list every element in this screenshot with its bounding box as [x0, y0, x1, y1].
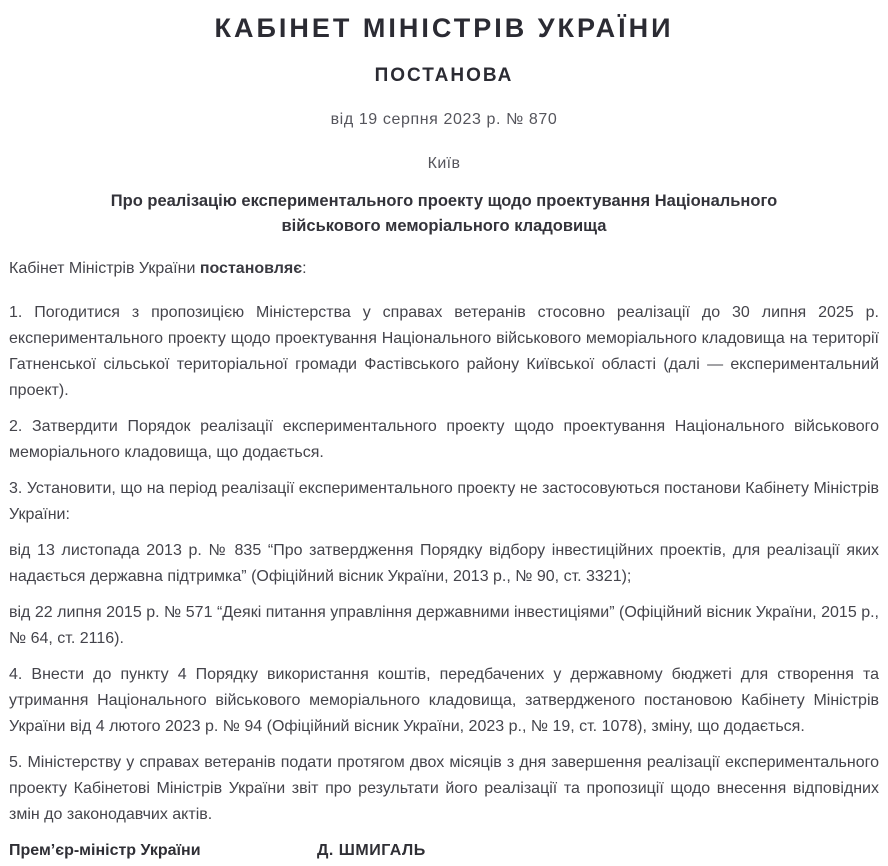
document-subject-title: Про реалізацію експериментального проекту щодо проектування Національного військового меморіального кладовища	[110, 192, 778, 235]
org-name-heading: КАБІНЕТ МІНІСТРІВ УКРАЇНИ	[214, 13, 674, 43]
signature-name: Д. ШМИГАЛЬ	[317, 842, 426, 859]
intro-bold-word: постановляє	[199, 260, 303, 277]
paragraph-2: 2. Затвердити Порядок реалізації експериментального проекту щодо проектування Національного військового меморіального кладовища, що додається.	[9, 418, 879, 461]
document-body	[9, 256, 879, 862]
signature-title: Прем’єр-міністр України	[9, 842, 201, 859]
paragraph-3-subitem-1: від 13 листопада 2013 р. № 835 “Про затвердження Порядку відбору інвестиційних проектів, для реалізації яких надається державна підтримка” (Офіційний вісник України, 2013 р., № 90, ст. 3321);	[9, 542, 879, 585]
paragraph-1: 1. Погодитися з пропозицією Міністерства у справах ветеранів стосовно реалізації до 30 липня 2025 р. експериментального проекту щодо проектування Національного військового меморіального кладовища на території Гатненської сільської територіальної громади Фастівського району Київської області (далі — експериментальний проект).	[9, 304, 879, 399]
signature-block	[9, 840, 879, 862]
document-type-heading: ПОСТАНОВА	[374, 65, 514, 86]
resolution-intro-line	[9, 256, 879, 282]
document-city: Київ	[427, 155, 461, 172]
paragraph-3: 3. Установити, що на період реалізації експериментального проекту не застосовуються постанови Кабінету Міністрів України:	[9, 480, 879, 523]
paragraph-4: 4. Внести до пункту 4 Порядку використання коштів, передбачених у державному бюджеті для створення та утримання Національного військового меморіального кладовища, затвердженого постановою Кабінету Міністрів України від 4 лютого 2023 р. № 94 (Офіційний вісник України, 2023 р., № 19, ст. 1078), зміну, що додається.	[9, 666, 879, 735]
paragraph-3-subitem-2: від 22 липня 2015 р. № 571 “Деякі питання управління державними інвестиціями” (Офіційний вісник України, 2015 р., № 64, ст. 2116).	[9, 604, 879, 647]
paragraph-5: 5. Міністерству у справах ветеранів подати протягом двох місяців з дня завершення реалізації експериментального проекту Кабінетові Міністрів України звіт про результати його реалізації та пропозиції щодо внесення відповідних змін до законодавчих актів.	[9, 754, 879, 823]
intro-suffix: :	[302, 260, 307, 277]
intro-prefix: Кабінет Міністрів України	[9, 260, 200, 277]
document-date-number: від 19 серпня 2023 р. № 870	[330, 111, 558, 128]
